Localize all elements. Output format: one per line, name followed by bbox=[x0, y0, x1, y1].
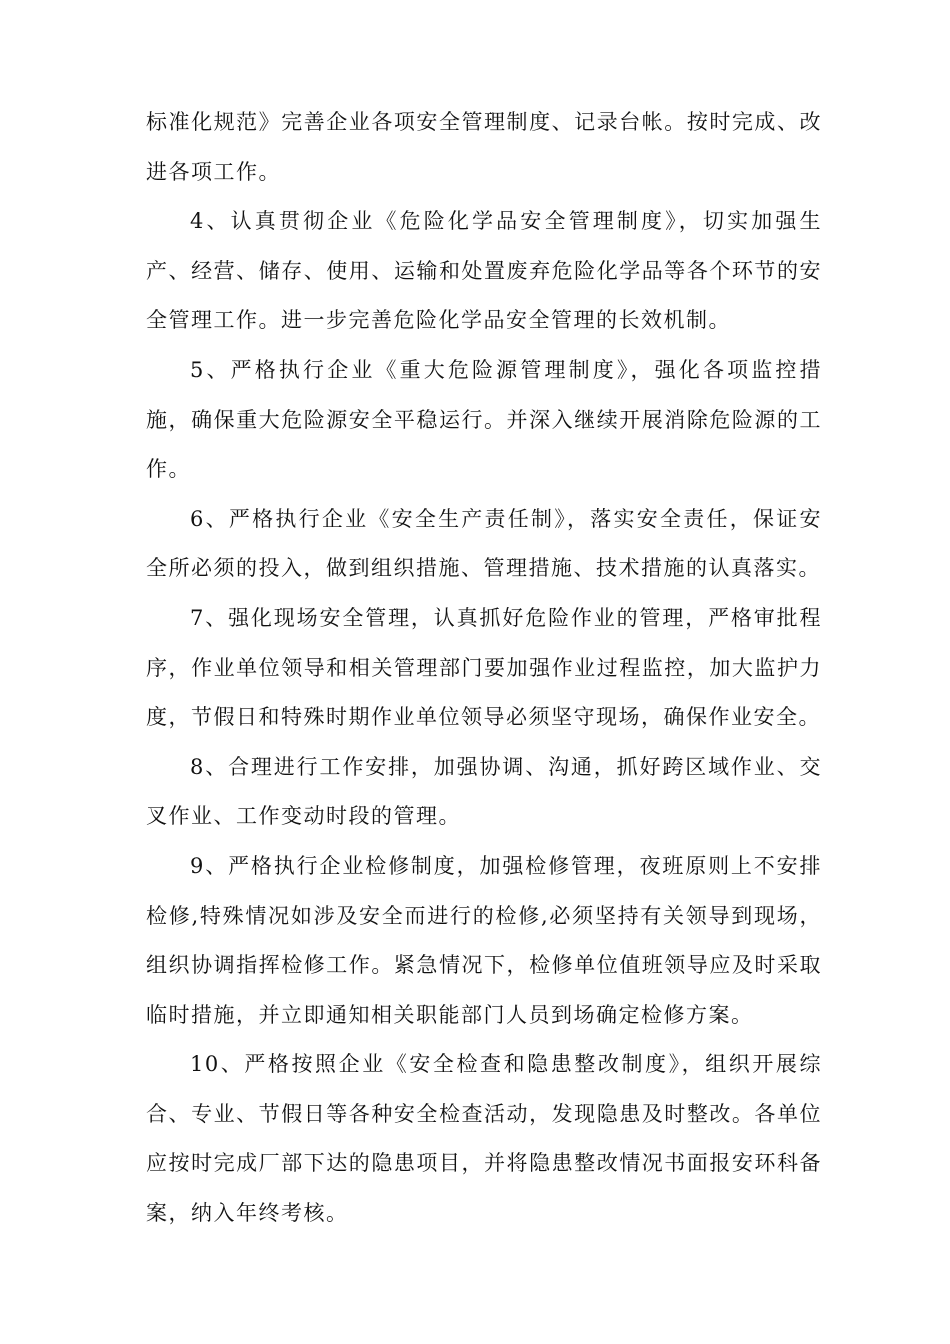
document-body bbox=[146, 98, 822, 1239]
paragraph-item-6: 6、严格执行企业《安全生产责任制》，落实安全责任，保证安全所必须的投入，做到组织措施、管理措施、技术措施的认真落实。 bbox=[146, 506, 822, 581]
paragraph-item-9: 9、严格执行企业检修制度，加强检修管理，夜班原则上不安排检修,特殊情况如涉及安全而进行的检修,必须坚持有关领导到现场，组织协调指挥检修工作。紧急情况下，检修单位值班领导应及时采取临时措施，并立即通知相关职能部门人员到场确定检修方案。 bbox=[146, 853, 822, 1027]
paragraph-item-5: 5、严格执行企业《重大危险源管理制度》，强化各项监控措施，确保重大危险源安全平稳运行。并深入继续开展消除危险源的工作。 bbox=[146, 357, 822, 482]
paragraph-continuation: 标准化规范》完善企业各项安全管理制度、记录台帐。按时完成、改进各项工作。 bbox=[146, 110, 822, 184]
paragraph-item-8: 8、合理进行工作安排，加强协调、沟通，抓好跨区域作业、交叉作业、工作变动时段的管理。 bbox=[146, 754, 822, 829]
paragraph-item-7: 7、强化现场安全管理，认真抓好危险作业的管理，严格审批程序，作业单位领导和相关管理部门要加强作业过程监控，加大监护力度，节假日和特殊时期作业单位领导必须坚守现场，确保作业安全。 bbox=[146, 605, 822, 730]
paragraph-item-10: 10、严格按照企业《安全检查和隐患整改制度》，组织开展综合、专业、节假日等各种安全检查活动，发现隐患及时整改。各单位应按时完成厂部下达的隐患项目，并将隐患整改情况书面报安环科备案，纳入年终考核。 bbox=[146, 1052, 822, 1226]
paragraph-item-4: 4、认真贯彻企业《危险化学品安全管理制度》，切实加强生产、经营、储存、使用、运输和处置废弃危险化学品等各个环节的安全管理工作。进一步完善危险化学品安全管理的长效机制。 bbox=[146, 209, 822, 333]
